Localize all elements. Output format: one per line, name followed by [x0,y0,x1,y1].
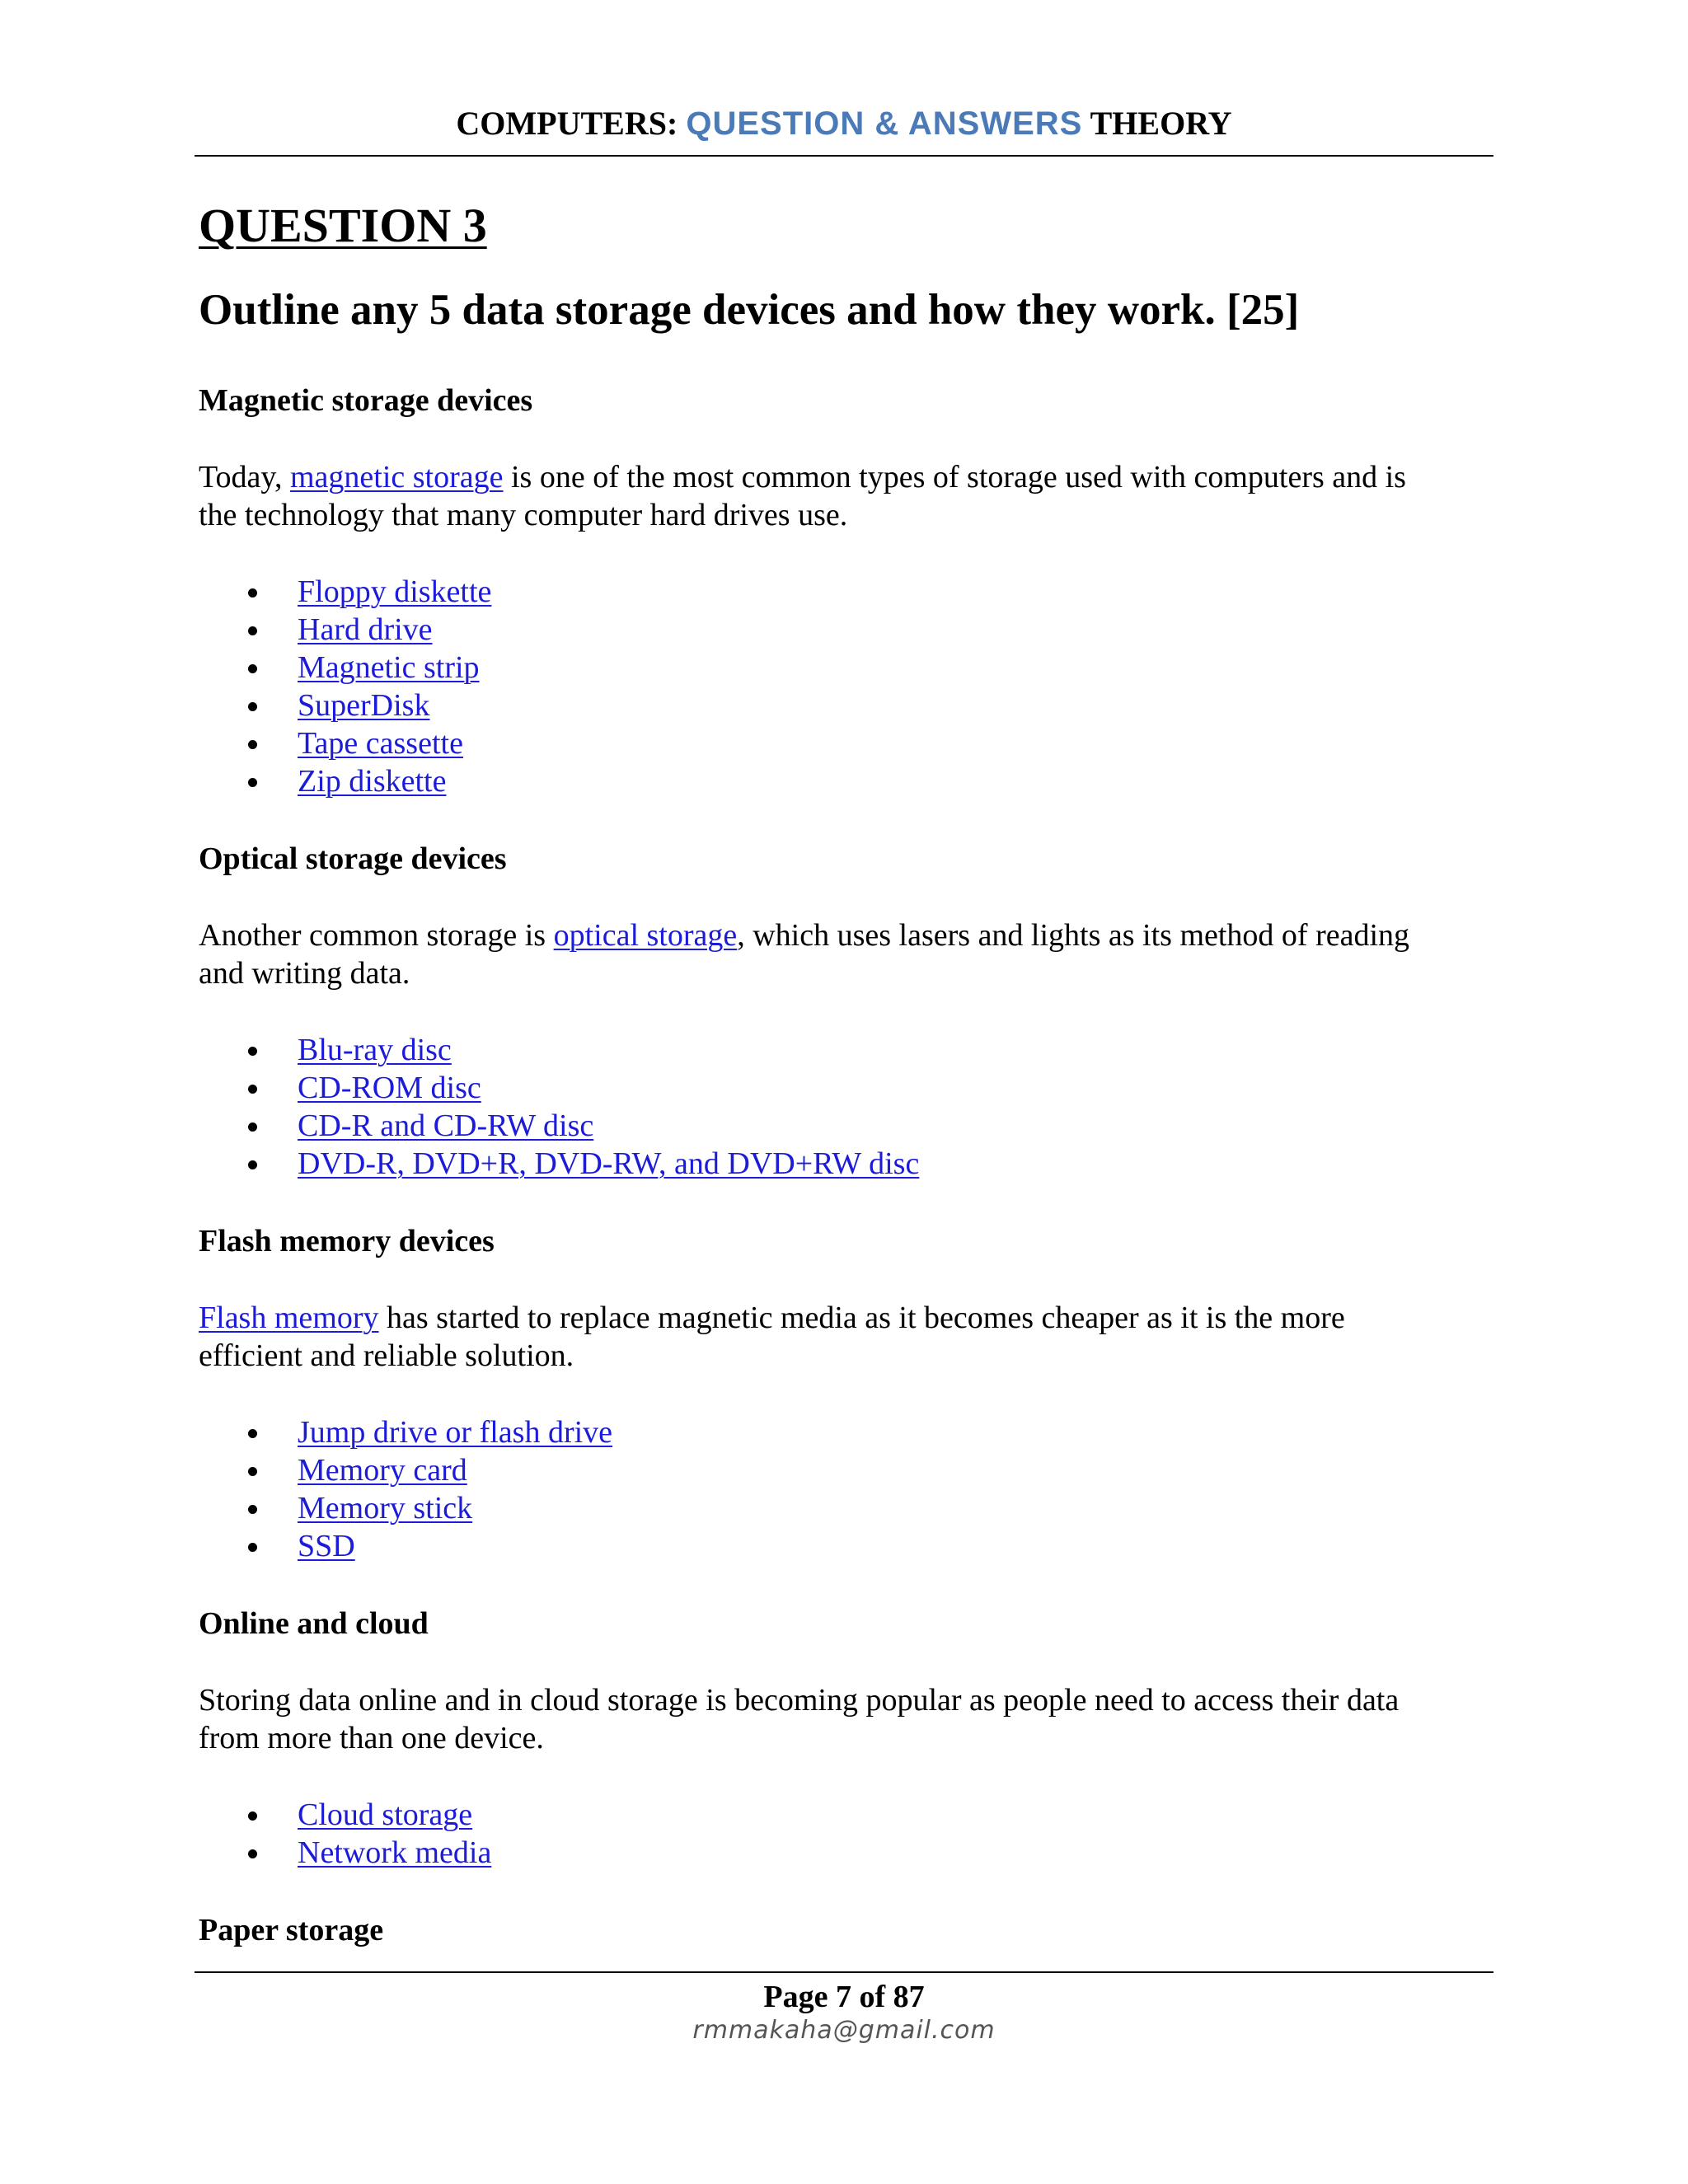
paragraph-text: is one of the most common types of storage used with computers and is [503,460,1406,494]
flash-memory-link[interactable]: Flash memory [199,1301,379,1335]
bullet-icon [248,740,257,749]
bullet-icon [248,1849,257,1858]
paragraph-line: efficient and reliable solution. [199,1338,574,1373]
bullet-icon [248,1467,257,1476]
bullet-icon [248,1429,257,1438]
running-header [195,101,1493,147]
device-link[interactable]: Network media [298,1835,492,1870]
paragraph-text: Another common storage is [199,918,554,953]
footer-rule [195,1971,1493,1973]
paragraph-text: , which uses lasers and lights as its method of reading [737,918,1410,953]
bullet-icon [248,1811,257,1821]
paragraph-line: and writing data. [199,956,410,991]
header-accent: QUESTION & ANSWERS [686,105,1083,142]
device-link[interactable]: Floppy diskette [298,574,492,609]
bullet-icon [248,664,257,673]
header-rule [195,155,1493,157]
paragraph-line [199,916,1501,954]
device-link[interactable]: SSD [298,1529,355,1563]
question-title: QUESTION 3 [199,199,487,252]
page-number: Page 7 of 87 [763,1980,925,2014]
bullet-icon [248,1543,257,1552]
section-heading-cloud: Online and cloud [199,1606,429,1641]
device-link[interactable]: Magnetic strip [298,650,480,685]
device-link[interactable]: SuperDisk [298,688,430,723]
device-link[interactable]: CD-ROM disc [298,1071,481,1105]
device-link[interactable]: Jump drive or flash drive [298,1415,613,1450]
paragraph-line: from more than one device. [199,1721,544,1755]
paragraph-flash [199,1299,1501,1375]
bullet-icon [248,702,257,711]
header-prefix: COMPUTERS [456,105,667,142]
section-heading-flash: Flash memory devices [199,1224,495,1258]
question-text: Outline any 5 data storage devices and how they work. [25] [199,286,1300,334]
device-link[interactable]: CD-R and CD-RW disc [298,1108,594,1143]
bullet-icon [248,626,257,635]
header-separator: : [667,105,678,142]
magnetic-storage-link[interactable]: magnetic storage [289,460,504,494]
bullet-icon [248,1505,257,1514]
header-suffix: THEORY [1090,105,1232,142]
paragraph-line: the technology that many computer hard drives use. [199,498,848,532]
bullet-icon [248,1160,257,1169]
bullet-icon [248,588,257,598]
paragraph-magnetic [199,458,1501,534]
paragraph-line [199,458,1501,496]
device-link[interactable]: DVD-R, DVD+R, DVD-RW, and DVD+RW disc [298,1146,920,1181]
bullet-icon [248,778,257,787]
bullet-icon [248,1047,257,1056]
device-link[interactable]: Zip diskette [298,764,447,799]
paragraph-cloud [199,1681,1501,1757]
device-link[interactable]: Tape cassette [298,726,463,761]
paragraph-line [199,1299,1501,1337]
device-link[interactable]: Cloud storage [298,1797,473,1832]
paragraph-text: Today, [199,460,290,494]
footer-email: rmmakaha@gmail.com [692,2016,996,2045]
section-heading-optical: Optical storage devices [199,841,507,876]
bullet-icon [248,1122,257,1132]
optical-storage-link[interactable]: optical storage [553,918,738,953]
device-link[interactable]: Hard drive [298,612,433,647]
paragraph-line: Storing data online and in cloud storage is becoming popular as people need to access their data [199,1683,1400,1718]
section-heading-paper: Paper storage [199,1913,384,1947]
section-heading-magnetic: Magnetic storage devices [199,383,533,418]
paragraph-optical [199,916,1501,992]
device-link[interactable]: Memory card [298,1453,467,1488]
paragraph-text: has started to replace magnetic media as it becomes cheaper as it is the more [378,1301,1345,1335]
device-link[interactable]: Memory stick [298,1491,473,1526]
bullet-icon [248,1085,257,1094]
device-link[interactable]: Blu-ray disc [298,1033,452,1067]
